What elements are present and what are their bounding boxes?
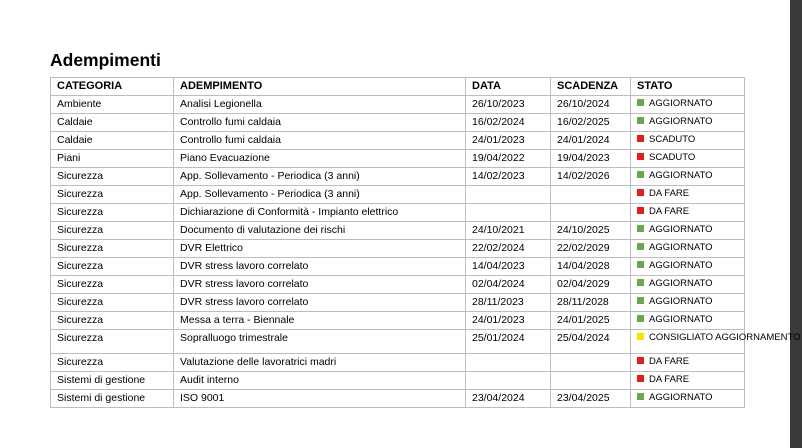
table-row	[51, 372, 745, 390]
cell-stato	[631, 150, 745, 168]
status-square-icon	[637, 153, 644, 160]
cell-data: 24/01/2023	[466, 312, 551, 330]
cell-scadenza: 28/11/2028	[551, 294, 631, 312]
status-label: DA FARE	[649, 206, 690, 217]
cell-stato	[631, 258, 745, 276]
cell-categoria: Sicurezza	[51, 204, 174, 222]
cell-adempimento: DVR stress lavoro correlato	[174, 294, 466, 312]
cell-adempimento: Analisi Legionella	[174, 96, 466, 114]
cell-data	[466, 372, 551, 390]
table-body	[51, 96, 801, 408]
cell-categoria: Sicurezza	[51, 276, 174, 294]
cell-scadenza	[551, 354, 631, 372]
cell-categoria: Sicurezza	[51, 168, 174, 186]
cell-stato	[631, 294, 745, 312]
cell-categoria: Sicurezza	[51, 330, 174, 354]
table-row	[51, 312, 745, 330]
status-square-icon	[637, 375, 644, 382]
cell-data: 19/04/2022	[466, 150, 551, 168]
cell-categoria: Sicurezza	[51, 258, 174, 276]
cell-scadenza	[551, 372, 631, 390]
cell-scadenza: 26/10/2024	[551, 96, 631, 114]
cell-stato	[631, 186, 745, 204]
status-square-icon	[637, 315, 644, 322]
cell-data	[466, 186, 551, 204]
cell-adempimento: Piano Evacuazione	[174, 150, 466, 168]
cell-data: 24/10/2021	[466, 222, 551, 240]
status-square-icon	[637, 297, 644, 304]
cell-stato	[631, 96, 745, 114]
cell-scadenza: 24/10/2025	[551, 222, 631, 240]
cell-adempimento: Controllo fumi caldaia	[174, 132, 466, 150]
cell-data: 14/04/2023	[466, 258, 551, 276]
table-row	[51, 204, 745, 222]
cell-categoria: Ambiente	[51, 96, 174, 114]
cell-categoria: Caldaie	[51, 114, 174, 132]
cell-scadenza: 23/04/2025	[551, 390, 631, 408]
cell-adempimento: Dichiarazione di Conformità - Impianto elettrico	[174, 204, 466, 222]
header-data: DATA	[466, 78, 551, 96]
cell-categoria: Sicurezza	[51, 240, 174, 258]
status-label: AGGIORNATO	[649, 296, 713, 307]
status-label: AGGIORNATO	[649, 242, 713, 253]
status-square-icon	[637, 171, 644, 178]
cell-categoria: Sicurezza	[51, 354, 174, 372]
status-label: SCADUTO	[649, 152, 696, 163]
page-title: Adempimenti	[50, 50, 161, 70]
status-label: AGGIORNATO	[649, 314, 713, 325]
table-row	[51, 390, 745, 408]
status-square-icon	[637, 279, 644, 286]
header-adempimento: ADEMPIMENTO	[174, 78, 466, 96]
status-square-icon	[637, 117, 644, 124]
cell-scadenza	[551, 186, 631, 204]
status-label: DA FARE	[649, 356, 690, 367]
cell-adempimento: Audit interno	[174, 372, 466, 390]
cell-adempimento: Sopralluogo trimestrale	[174, 330, 466, 354]
cell-scadenza: 24/01/2024	[551, 132, 631, 150]
cell-stato	[631, 204, 745, 222]
cell-data: 14/02/2023	[466, 168, 551, 186]
cell-scadenza: 02/04/2029	[551, 276, 631, 294]
table-row	[51, 96, 745, 114]
cell-stato	[631, 372, 745, 390]
table-row	[51, 168, 745, 186]
cell-adempimento: Documento di valutazione dei rischi	[174, 222, 466, 240]
status-square-icon	[637, 207, 644, 214]
table-row	[51, 276, 745, 294]
cell-adempimento: DVR stress lavoro correlato	[174, 258, 466, 276]
cell-categoria: Sicurezza	[51, 186, 174, 204]
status-label: CONSIGLIATO AGGIORNAMENTO	[649, 332, 801, 343]
cell-adempimento: Valutazione delle lavoratrici madri	[174, 354, 466, 372]
cell-categoria: Sicurezza	[51, 222, 174, 240]
cell-stato	[631, 276, 745, 294]
cell-stato	[631, 330, 801, 354]
status-square-icon	[637, 189, 644, 196]
status-square-icon	[637, 261, 644, 268]
status-label: AGGIORNATO	[649, 278, 713, 289]
cell-data: 23/04/2024	[466, 390, 551, 408]
cell-scadenza	[551, 204, 631, 222]
status-square-icon	[637, 357, 644, 364]
table-row	[51, 294, 745, 312]
status-square-icon	[637, 99, 644, 106]
cell-categoria: Sicurezza	[51, 312, 174, 330]
cell-scadenza: 14/04/2028	[551, 258, 631, 276]
cell-scadenza: 24/01/2025	[551, 312, 631, 330]
status-label: DA FARE	[649, 374, 690, 385]
adempimenti-table	[50, 77, 801, 408]
status-square-icon	[637, 243, 644, 250]
status-label: AGGIORNATO	[649, 260, 713, 271]
table-row	[51, 150, 745, 168]
cell-adempimento: Controllo fumi caldaia	[174, 114, 466, 132]
table-row	[51, 330, 745, 354]
table-row	[51, 132, 745, 150]
status-square-icon	[637, 393, 644, 400]
table-row	[51, 258, 745, 276]
cell-stato	[631, 312, 745, 330]
cell-data: 28/11/2023	[466, 294, 551, 312]
table-header-row	[51, 78, 745, 96]
table-row	[51, 354, 745, 372]
cell-stato	[631, 168, 745, 186]
cell-data: 22/02/2024	[466, 240, 551, 258]
cell-stato	[631, 354, 745, 372]
cell-data: 16/02/2024	[466, 114, 551, 132]
cell-stato	[631, 114, 745, 132]
cell-adempimento: DVR Elettrico	[174, 240, 466, 258]
cell-data	[466, 204, 551, 222]
cell-stato	[631, 240, 745, 258]
header-stato: STATO	[631, 78, 745, 96]
cell-scadenza: 19/04/2023	[551, 150, 631, 168]
cell-categoria: Caldaie	[51, 132, 174, 150]
status-label: SCADUTO	[649, 134, 696, 145]
cell-scadenza: 22/02/2029	[551, 240, 631, 258]
status-label: AGGIORNATO	[649, 170, 713, 181]
cell-data	[466, 354, 551, 372]
header-scadenza: SCADENZA	[551, 78, 631, 96]
status-square-icon	[637, 333, 644, 340]
cell-categoria: Sistemi di gestione	[51, 372, 174, 390]
cell-data: 25/01/2024	[466, 330, 551, 354]
cell-adempimento: Messa a terra - Biennale	[174, 312, 466, 330]
status-label: AGGIORNATO	[649, 392, 713, 403]
cell-categoria: Sistemi di gestione	[51, 390, 174, 408]
cell-adempimento: App. Sollevamento - Periodica (3 anni)	[174, 168, 466, 186]
cell-adempimento: ISO 9001	[174, 390, 466, 408]
cell-scadenza: 25/04/2024	[551, 330, 631, 354]
cell-data: 26/10/2023	[466, 96, 551, 114]
table-row	[51, 114, 745, 132]
cell-adempimento: DVR stress lavoro correlato	[174, 276, 466, 294]
cell-data: 02/04/2024	[466, 276, 551, 294]
status-square-icon	[637, 225, 644, 232]
table-row	[51, 240, 745, 258]
status-label: AGGIORNATO	[649, 224, 713, 235]
status-label: DA FARE	[649, 188, 690, 199]
cell-stato	[631, 132, 745, 150]
cell-scadenza: 14/02/2026	[551, 168, 631, 186]
cell-data: 24/01/2023	[466, 132, 551, 150]
table-row	[51, 222, 745, 240]
header-categoria: CATEGORIA	[51, 78, 174, 96]
status-label: AGGIORNATO	[649, 98, 713, 109]
cell-categoria: Piani	[51, 150, 174, 168]
status-square-icon	[637, 135, 644, 142]
cell-categoria: Sicurezza	[51, 294, 174, 312]
cell-scadenza: 16/02/2025	[551, 114, 631, 132]
cell-adempimento: App. Sollevamento - Periodica (3 anni)	[174, 186, 466, 204]
cell-stato	[631, 222, 745, 240]
status-label: AGGIORNATO	[649, 116, 713, 127]
cell-stato	[631, 390, 745, 408]
table-row	[51, 186, 745, 204]
